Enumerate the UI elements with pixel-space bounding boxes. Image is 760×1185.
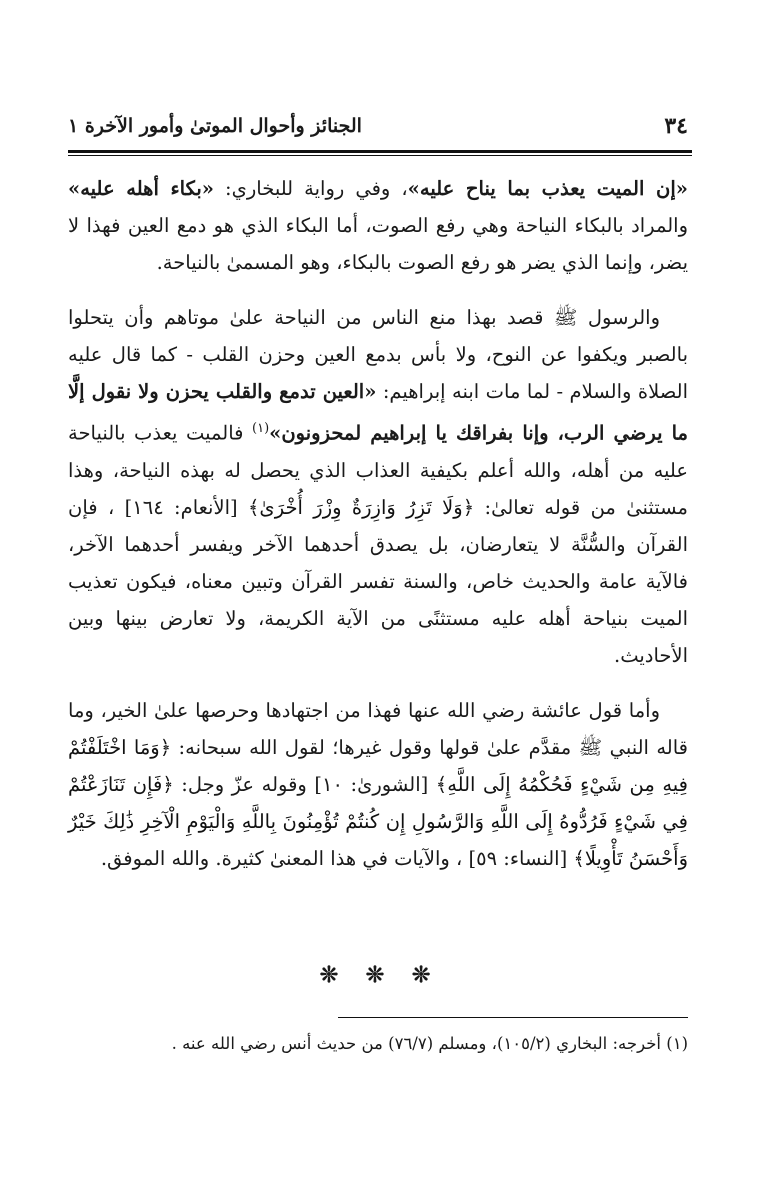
paragraph-2	[68, 299, 688, 674]
footnote: (١) أخرجه: البخاري (١٠٥/٢)، ومسلم (٧٦/٧) من حديث أنس رضي الله عنه .	[171, 1034, 688, 1053]
quran-verse: ﴿وَلَا تَزِرُ وَازِرَةٌ وِزْرَ أُخْرَىٰ﴾	[248, 495, 475, 519]
quran-verse: ﴿وَمَا اخْتَلَفْتُمْ فِيهِ مِن شَيْءٍ فَحُكْمُهُ إِلَى اللَّهِ﴾	[68, 735, 689, 796]
hadith-quote: «العين تدمع والقلب يحزن ولا نقول إلَّا ما يرضي الرب، وإنا بفراقك يا إبراهيم لمحزونون»	[68, 380, 688, 445]
paragraph-3	[68, 692, 688, 877]
hadith-quote: «بكاء أهله عليه»	[68, 177, 214, 200]
text-run: وأما قول عائشة رضي الله عنها فهذا من اجتهادها وحرصها علىٰ الخير، وما قاله النبي ﷺ مقدَّم علىٰ قولها وقول غيرها؛ لقول الله سبحانه:	[68, 698, 688, 759]
header-rule-thin	[68, 155, 692, 156]
section-separator: ❊ ❊ ❊	[319, 962, 441, 988]
footnote-rule	[338, 1017, 688, 1018]
paragraph-1	[68, 170, 688, 281]
text-run: [الأنعام: ١٦٤] ، فإن القرآن والسُّنَّة لا يتعارضان، بل يصدق أحدهما الآخر ويفسر أحدهما الآخر، فالآية عامة والحديث خاص، والسنة تفسر القرآن وتبين معناه، فيكون تعذيب الميت بنياحة أهله عليه مستثنًى من الآية الكريمة، ولا تعارض بينها وبين الأحاديث.	[68, 495, 688, 667]
page-number: ٣٤	[664, 113, 688, 139]
quran-verse: ﴿فَإِن تَنَازَعْتُمْ فِي شَيْءٍ فَرُدُّوهُ إِلَى اللَّهِ وَالرَّسُولِ إِن كُنتُمْ تُؤْمِنُونَ بِاللَّهِ وَالْيَوْمِ الْآخِرِ ذَٰلِكَ خَيْرٌ وَأَحْسَنُ تَأْوِيلًا﴾	[68, 772, 688, 870]
text-run: فالميت يعذب بالنياحة عليه من أهله، والله أعلم بكيفية العذاب الذي يحصل له بهذه النياحة، وهذا مستثنىٰ من قوله تعالىٰ:	[68, 421, 688, 519]
hadith-quote: «إن الميت يعذب بما يناح عليه»	[407, 177, 688, 200]
page-header	[68, 108, 688, 144]
header-rule	[68, 150, 692, 153]
text-run: والرسول ﷺ قصد بهذا منع الناس من النياحة علىٰ موتاهم وأن يتحلوا بالصبر ويكفوا عن النوح، ولا بأس بدمع العين وحزن القلب - كما قال عليه الصلاة والسلام - لما مات ابنه إبراهيم:	[68, 306, 688, 403]
running-title: الجنائز وأحوال الموتىٰ وأمور الآخرة ١	[68, 115, 362, 137]
text-run: ، وفي رواية للبخاري:	[214, 177, 408, 200]
footnote-ref[interactable]: (١)	[252, 421, 270, 436]
text-run: [الشورىٰ: ١٠] وقوله عزّ وجل:	[173, 772, 436, 796]
main-text	[68, 170, 688, 895]
text-run: والمراد بالبكاء النياحة وهي رفع الصوت، أما البكاء الذي هو دمع العين فهذا لا يضر، وإنما الذي يضر هو رفع الصوت بالبكاء، وهو المسمىٰ بالنياحة.	[68, 214, 688, 274]
text-run: [النساء: ٥٩] ، والآيات في هذا المعنىٰ كثيرة. والله الموفق.	[100, 846, 574, 870]
